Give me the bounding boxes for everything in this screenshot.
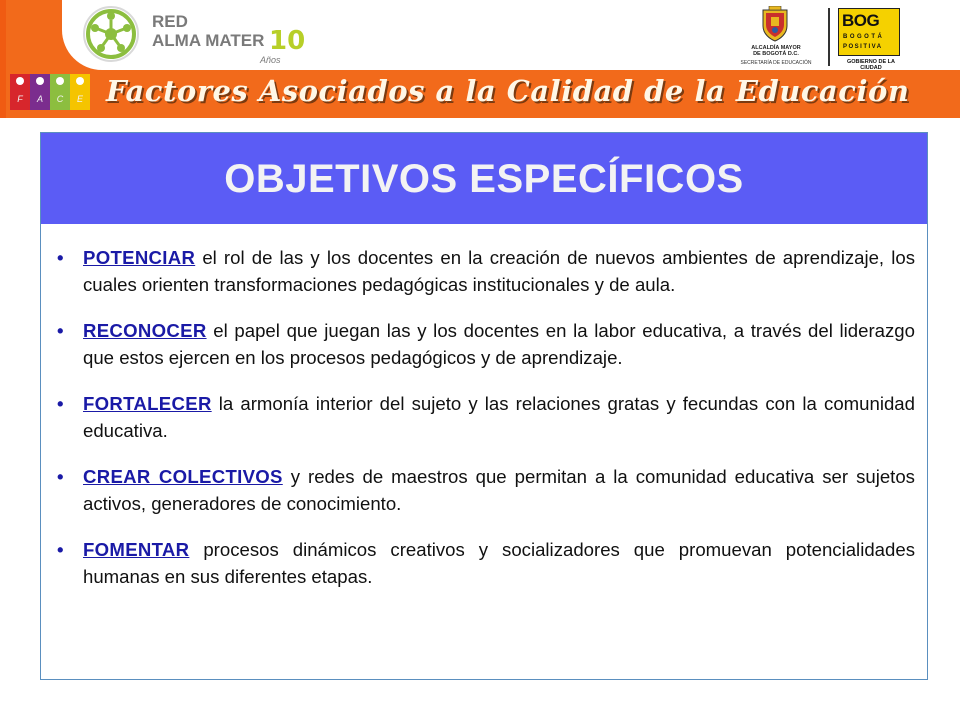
list-item (55, 318, 915, 371)
list-item (55, 464, 915, 517)
logo-divider (828, 8, 830, 66)
logo-alma-mater-text: ALMA MATER (152, 31, 265, 50)
logo-red-text: RED (152, 12, 188, 31)
face-box-c (50, 74, 70, 110)
bog-sub-text-2: POSITIVA (843, 44, 883, 50)
bullet-icon: • (57, 320, 64, 341)
header-left-stripe (0, 0, 6, 118)
title-band (41, 133, 927, 224)
objective-text: el rol de las y los docentes en la creación de nuevos ambientes de aprendizaje, los cuales orienten transformaciones pedagógicas institucionales y de aula. (83, 247, 915, 295)
logo-ten-text: 10 (269, 26, 306, 56)
slide-title: OBJETIVOS ESPECÍFICOS (224, 157, 744, 201)
bogota-positiva-logo (838, 8, 900, 56)
bog-sub-text-1: BOGOTÁ (843, 34, 885, 40)
face-box-a (30, 74, 50, 110)
face-figure-icon (56, 77, 64, 85)
bog-government-text: GOBIERNO DE LA CIUDAD (847, 59, 895, 71)
list-item (55, 245, 915, 298)
coat-of-arms-icon (760, 6, 790, 42)
face-box-f (10, 74, 30, 110)
face-letter-e: E (76, 94, 83, 104)
alcaldia-line-1: ALCALDÍA MAYOR (751, 45, 801, 51)
alma-mater-emblem-icon (78, 4, 144, 64)
face-letter-f: F (17, 94, 23, 104)
face-figure-icon (76, 77, 84, 85)
content-card (40, 132, 928, 680)
bullet-icon: • (57, 247, 64, 268)
face-box-e (70, 74, 90, 110)
alcaldia-line-3: SECRETARÍA DE EDUCACIÓN (740, 60, 812, 66)
alcaldia-logo (730, 6, 822, 68)
bullet-icon: • (57, 393, 64, 414)
objective-keyword: CREAR COLECTIVOS (83, 466, 283, 487)
objective-text: la armonía interior del sujeto y las relaciones gratas y fecundas con la comunidad educativa. (83, 393, 915, 441)
red-alma-mater-logo (78, 4, 328, 66)
face-figure-icon (36, 77, 44, 85)
objective-text: procesos dinámicos creativos y socializadores que promuevan potencialidades humanas en sus diferentes etapas. (83, 539, 915, 587)
list-item (55, 537, 915, 590)
bullet-icon: • (57, 466, 64, 487)
face-logo (10, 74, 90, 110)
logo-anos-text: Años (260, 55, 281, 65)
objective-text: y redes de maestros que permitan a la comunidad educativa ser sujetos activos, generadores de conocimiento. (83, 466, 915, 514)
face-figure-icon (16, 77, 24, 85)
objective-keyword: RECONOCER (83, 320, 207, 341)
bullet-icon: • (57, 539, 64, 560)
objectives-list (55, 245, 915, 610)
objective-keyword: FORTALECER (83, 393, 212, 414)
banner-title: Factores Asociados a la Calidad de la Educación (106, 74, 910, 108)
alcaldia-line-2: DE BOGOTÁ D.C. (753, 51, 799, 57)
bog-main-text: BOG (842, 11, 880, 30)
header-banner (0, 0, 960, 118)
objective-text: el papel que juegan las y los docentes en la labor educativa, a través del liderazgo que estos ejercen en los procesos pedagógicos y de aprendizaje. (83, 320, 915, 368)
list-item (55, 391, 915, 444)
face-letter-a: A (36, 94, 43, 104)
objective-keyword: FOMENTAR (83, 539, 190, 560)
face-letter-c: C (56, 94, 64, 104)
objective-keyword: POTENCIAR (83, 247, 196, 268)
